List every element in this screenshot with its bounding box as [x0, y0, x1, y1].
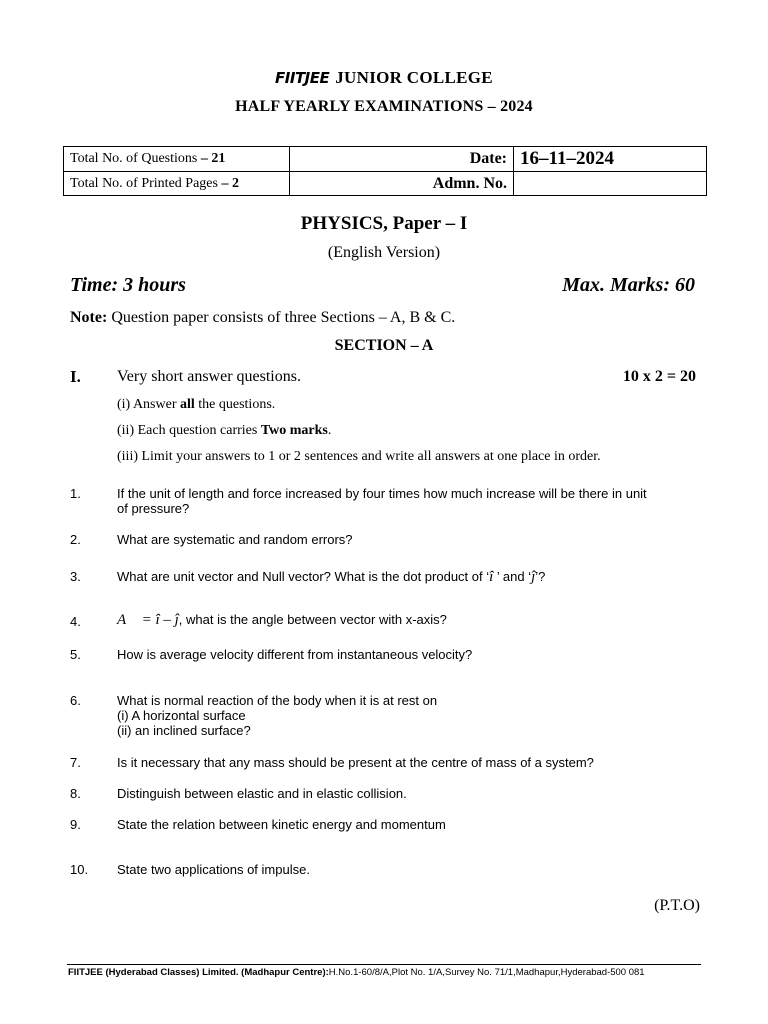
instruction-text: (iii) Limit your answers to 1 or 2 sentences and write all answers at one place in order. [117, 449, 601, 464]
exam-info-table [63, 146, 707, 196]
question-number: 3. [70, 569, 81, 584]
questions-label: Total No. of Questions [70, 151, 198, 166]
instruction-text: (i) Answer [117, 397, 180, 412]
question-number: 7. [70, 755, 81, 770]
instruction-item [117, 397, 275, 413]
exam-title: HALF YEARLY EXAMINATIONS – 2024 [235, 98, 533, 115]
instruction-bold: Two marks [260, 423, 328, 438]
question-text: Distinguish between elastic and in elastic collision. [117, 786, 407, 801]
pto-label: (P.T.O) [654, 897, 700, 914]
question-line: ’ and ‘ [493, 569, 532, 584]
vector-equation: A⃗ = î – ĵ [117, 612, 179, 628]
question-text: How is average velocity different from instantaneous velocity? [117, 647, 473, 662]
note-label: Note: [70, 309, 108, 326]
footer-company: FIITJEE (Hyderabad Classes) Limited. (Madhapur Centre): [68, 967, 329, 978]
note [70, 309, 455, 327]
version-label: (English Version) [327, 244, 441, 261]
pages-value: – 2 [221, 175, 239, 191]
note-text: Question paper consists of three Sections – A, B & C. [111, 309, 456, 326]
max-marks: Max. Marks: 60 [562, 274, 695, 296]
question-number: 8. [70, 786, 81, 801]
college-name: JUNIOR COLLEGE [335, 68, 493, 87]
pages-label: Total No. of Printed Pages [70, 175, 218, 191]
question-line: (ii) an inclined surface? [117, 723, 251, 738]
question-line: ’? [535, 569, 546, 584]
question-number: 5. [70, 647, 81, 662]
unit-vector-i: î [489, 569, 494, 585]
question-number: 10. [70, 862, 89, 877]
question-text [117, 569, 707, 585]
fiitjee-logo: FIITJEE [275, 69, 330, 87]
pages-cell [64, 172, 290, 196]
footer-address [68, 967, 708, 978]
instruction-text: (ii) Each question carries [117, 423, 261, 438]
admn-label: Admn. No. [290, 172, 514, 196]
questions-value: – 21 [200, 151, 226, 166]
exam-time: Time: 3 hours [70, 274, 186, 296]
question-number: 9. [70, 817, 81, 832]
question-line: (i) A horizontal surface [117, 708, 246, 723]
instruction-item [117, 423, 331, 439]
instruction-text: the questions. [194, 397, 276, 412]
section-title: SECTION – A [334, 337, 434, 354]
question-line: If the unit of length and force increased by four times how much increase will be there in unit [117, 486, 647, 501]
subject-title: PHYSICS, Paper – I [300, 213, 468, 234]
question-text [117, 612, 707, 628]
date-value: 16–11–2024 [514, 147, 707, 172]
question-line: What are unit vector and Null vector? What is the dot product of ‘ [117, 569, 490, 584]
questions-cell [64, 147, 290, 172]
part-numeral: I. [70, 367, 81, 386]
instruction-bold: all [180, 397, 195, 412]
question-number: 4. [70, 614, 81, 629]
question-line: of pressure? [117, 501, 190, 516]
question-number: 1. [70, 486, 81, 501]
question-text: State the relation between kinetic energy and momentum [117, 817, 446, 832]
footer-address-text: H.No.1-60/8/A,Plot No. 1/A,Survey No. 71/1,Madhapur,Hyderabad-500 081 [328, 967, 645, 978]
footer-divider [67, 964, 701, 965]
question-line: , what is the angle between vector with x-axis? [178, 612, 447, 627]
date-label: Date: [290, 147, 514, 172]
question-text [117, 486, 707, 516]
admn-value [514, 172, 707, 196]
college-header [0, 68, 768, 88]
question-text: Is it necessary that any mass should be present at the centre of mass of a system? [117, 755, 594, 770]
part-title: Very short answer questions. [117, 368, 301, 385]
instruction-item [117, 449, 601, 465]
question-number: 6. [70, 693, 81, 708]
question-number: 2. [70, 532, 81, 547]
unit-vector-j: ĵ [531, 569, 536, 585]
question-text: What are systematic and random errors? [117, 532, 353, 547]
question-text [117, 693, 707, 738]
part-marks: 10 x 2 = 20 [622, 368, 696, 385]
instruction-text: . [327, 423, 332, 438]
question-text: State two applications of impulse. [117, 862, 310, 877]
question-line: What is normal reaction of the body when it is at rest on [117, 693, 438, 708]
